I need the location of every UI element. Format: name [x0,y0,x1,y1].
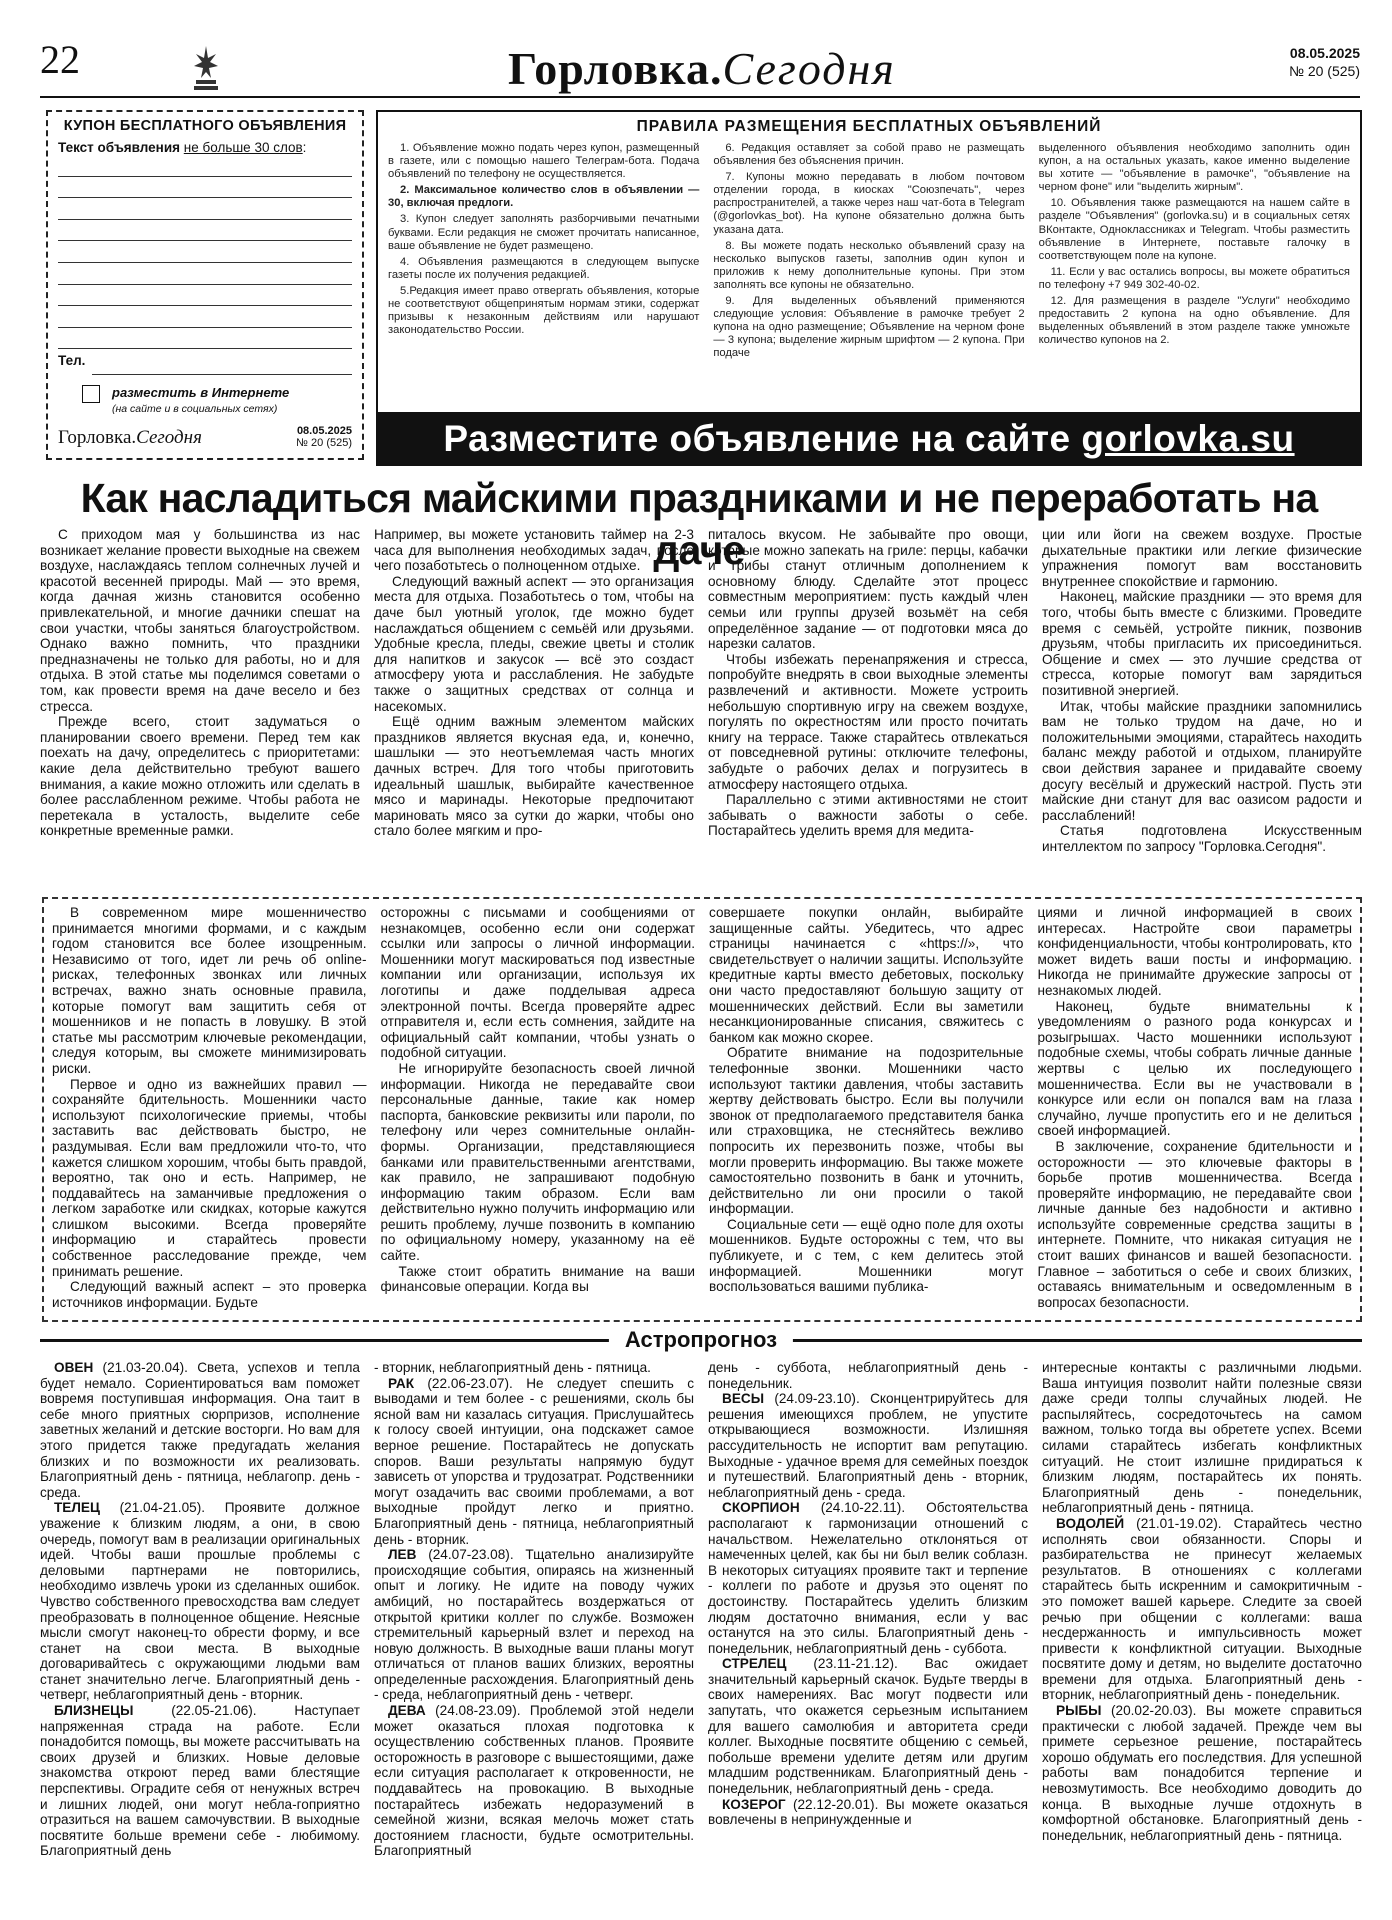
article-paragraph: Не игнорируйте безопасность своей личной информации. Никогда не передавайте свои персональные данные, такие как номер паспорта, банковские реквизиты или пароли, по телефону или через сомнительные онлайн-формы. Организации, представляющиеся банками или правительственными агентствами, как правило, не запрашивают подобную информацию таким образом. Если вам действительно нужно получить информацию или решить проблему, лучше позвонить в компанию по официальному номеру, указанному на её сайте. [380,1060,695,1264]
rules-column [1039,142,1350,364]
horoscope-entry: РЫБЫ (20.02-20.03). Вы можете справиться практически с любой задачей. Прежде чем вы примете серьезное решение, постарайтесь хорошо обдумать его последствия. Для успешной работы вам понадобится терпение и невозмутимость. Все необходимо доводить до конца. В выходные лучше отдохнуть в комфортной обстановке. Благоприятный день - понедельник, неблагоприятный день - пятница. [1042,1703,1362,1843]
article-paragraph: Также стоит обратить внимание на ваши финансовые операции. Когда вы [380,1263,695,1295]
rules-column [713,142,1024,364]
article-column [708,527,1028,887]
article-paragraph: Чтобы избежать перенапряжения и стресса, попробуйте внедрять в свои выходные элементы развлечений и активности. Можете устроить небольшую спортивную игру на свежем воздухе, погулять по окрестностям или просто почитать книгу на террасе. Также старайтесь отвлекаться от повседневной рутины: отключите телефоны, забудьте о рабочих делах и погрузитесь в атмосферу настоящего отдыха. [708,651,1028,792]
masthead-main: Горловка. [508,43,723,94]
coupon-line [58,241,352,263]
coupon-logo: Горловка.Сегодня [58,427,202,449]
issue-number: № 20 (525) [1288,63,1360,79]
article-paragraph: Следующий важный аспект – это проверка источников информации. Будьте [52,1279,367,1310]
article-paragraph: В заключение, сохранение бдительности и осторожности — это ключевые факторы в борьбе против мошенничества. Всегда проверяйте информацию, не передавайте свои личные данные без надобности и активно используйте современные средства защиты в интернете. Помните, что никакая ситуация не стоит ваших финансов и вашей безопасности. Главное – заботиться о себе и своих близких, оставаясь внимательным и осведомленным в вопросах безопасности. [1037,1138,1352,1310]
horoscope-entry: ТЕЛЕЦ (21.04-21.05). Проявите должное уважение к близким людям, а они, в свою очередь, помогут вам в реализации оригинальных идей. Чтобы ваши прошлые проблемы с деловыми партнерами не повторились, необходимо извлечь уроки из сделанных ошибок. Чувство собственного превосходства вам следует преобразовать в полноценное общение. Неясные мысли смогут наконец-то обрести форму, и все станет на свои места. В выходные договаривайтесь с окружающими людьми вам станет значительно легче. Благоприятный день - четверг, неблагоприятный день - вторник. [40,1500,360,1703]
coupon-line [58,177,352,199]
article-column [1038,905,1353,1317]
fraud-article [52,905,1352,1317]
coupon-line [58,198,352,220]
horoscope-entry: СКОРПИОН (24.10-22.11). Обстоятельства располагают к гармонизации отношений с начальством. Нежелательно отклоняться от намеченных целей, как бы ни был велик соблазн. В некоторых ситуациях проявите такт и терпение - коллеги по работе и друзья это оценят по достоинству. Постарайтесь уделить близким людям достаточно внимания, если у вас останутся на это силы. Благоприятный день - понедельник, неблагоприятный день - суббота. [708,1500,1028,1656]
site-banner [376,412,1362,466]
horoscope-entry: ДЕВА (24.08-23.09). Проблемой этой недели может оказаться плохая подготовка к осуществлению собственных планов. Проявите осторожность в разговоре с вышестоящими, даже если ситуация располагает к откровенности, не поддавайтесь на провокацию. В выходные постарайтесь избежать недоразумений в семейной жизни, всякая мелочь может стать достоянием гласности, будьте осмотрительны. Благоприятный [374,1703,694,1859]
free-ad-coupon [46,110,364,460]
coupon-line [58,306,352,328]
horoscope-entry: день - суббота, неблагоприятный день - понедельник. [708,1360,1028,1391]
horoscope-column [1042,1360,1362,1900]
article-headline: Как насладиться майскими праздниками и не переработать на даче [80,475,1318,573]
horoscope-entry: ВЕСЫ (24.09-23.10). Сконцентрируйтесь для решения имеющихся проблем, не упустите открывающиеся возможности. Излишняя рассудительность не испортит вам репутацию. Выходные - удачное время для семейных поездок и путешествий. Благоприятный день - вторник, неблагоприятный день - среда. [708,1391,1028,1500]
coupon-tel-label: Тел. [58,353,86,369]
header-rule [40,96,1360,98]
masthead [508,44,896,94]
article-paragraph: ции или йоги на свежем воздухе. Простые дыхательные практики или легкие физические упражнения помогут вам восстановить внутреннее спокойствие и гармонию. [1042,527,1362,589]
dacha-article [40,527,1362,887]
coupon-line [58,328,352,350]
article-column [381,905,696,1317]
internet-checkbox[interactable] [82,385,100,403]
banner-site-link[interactable]: gorlovka.su [1081,418,1295,459]
article-column [374,527,694,887]
article-paragraph: Социальные сети — ещё одно поле для охоты мошенников. Будьте осторожны с тем, что вы публикуете, и с тем, с кем делитесь этой информацией. Мошенники могут воспользоваться вашими публика- [709,1216,1024,1295]
rule-item: 7. Купоны можно передавать в любом почтовом отделении города, в киосках "Союзпечать", через распространителей, а также через наш чат-бота в Telegram (@gorlovkas_bot). На купоне обязательно должна быть указана дата. [713,171,1025,236]
horoscope-entry: РАК (22.06-23.07). Не следует спешить с выводами и тем более - с решениями, сколь бы ясной вам ни казалась ситуация. Прислушайтесь к голосу своей интуиции, она подскажет самое верное решение. Постарайтесь не допускать споров. Ваши результаты напрямую будут зависеть от упорства и трудозатрат. Родственники могут озадачить вас своими проблемами, а вот выходные пройдут легко и приятно. Благоприятный день - пятница, неблагоприятный день - вторник. [374,1375,694,1547]
article-column [52,905,367,1317]
rules-columns [388,142,1350,364]
rules-title: ПРАВИЛА РАЗМЕЩЕНИЯ БЕСПЛАТНЫХ ОБЪЯВЛЕНИЙ [636,118,1102,135]
banner-text: Разместите объявление на сайте [443,418,1082,459]
rules-column [388,142,699,364]
article-paragraph: Первое и одно из важнейших правил — сохраняйте бдительность. Мошенники часто используют психологические приемы, чтобы заставить вас действовать быстро, не раздумывая. Если вам предложили что-то, что кажется слишком хорошим, чтобы быть правдой, вероятно, так оно и есть. Например, не поддавайтесь на заманчивые предложения о легком заработке или скидках, которые кажутся слишком высокими. Всегда проверяйте информацию и старайтесь провести собственное расследование прежде, чем принимать решение. [52,1076,367,1279]
horoscope-column [708,1360,1028,1900]
coupon-line [58,263,352,285]
coupon-footer [58,425,352,449]
article-column [709,905,1024,1317]
horoscope-column [374,1360,694,1900]
issue-date: 08.05.2025 [1289,45,1360,61]
internet-sublabel: (на сайте и в социальных сетях) [112,403,278,416]
rule-item: 9. Для выделенных объявлений применяются следующие условия: Объявление в рамочке требует 2 купона на одно размещение; Объявление на черном фоне — 3 купона; выделение жирным шрифтом — 2 купона. При подаче [713,295,1025,360]
rule-item: 11. Если у вас остались вопросы, вы можете обратиться по телефону +7 949 302-40-02. [1038,265,1350,291]
rule-item: 12. Для размещения в разделе "Услуги" необходимо предоставить 2 купона на одно объявление. Для выделенных объявлений в этом разделе также умножьте количество купонов на 2. [1038,295,1350,347]
horoscope-entry: ВОДОЛЕЙ (21.01-19.02). Старайтесь честно исполнять свои обязанности. Споры и разбирательства не принесут желаемых результатов. В отношениях с коллегами старайтесь быть искренним и самокритичным - это поможет вашей карьере. Следите за своей речью при общении с коллегами: ваша несдержанность и импульсивность может привести к конфликтной ситуации. Выходные посвятите дому и детям, но выделите достаточно времени для отдыха. Благоприятный день - вторник, неблагоприятный день - понедельник. [1042,1515,1362,1703]
article-column [1042,527,1362,887]
ad-rules-box [376,110,1362,424]
horoscope-heading [40,1326,1362,1356]
article-paragraph: В современном мире мошенничество принимается многими формами, и с каждым годом становится все более изощренным. Независимо от того, идет ли речь об online-рисках, телефонных звонках или личных встречах, важно знать основные правила, которые помогут вам защитить себя от мошенников и не попасть в ловушку. В этой статье мы рассмотрим ключевые рекомендации, следуя которым, вы сможете минимизировать риски. [52,905,367,1076]
article-paragraph: совершаете покупки онлайн, выбирайте защищенные сайты. Убедитесь, что адрес страницы начинается с «https://», что свидетельствует о наличии защиты. Используйте кредитные карты вместо дебетовых, поскольку они часто предоставляют большую защиту от мошеннических действий. Если вы заметили несанкционированные списания, свяжитесь с банком как можно скорее. [709,905,1024,1045]
article-paragraph: питалось вкусом. Не забывайте про овощи, которые можно запекать на гриле: перцы, кабачки и грибы станут отличным дополнением к основному блюду. Сделайте этот процесс совместным мероприятием: пусть каждый член семьи или группы друзей возьмёт на себя определённое задание — от подготовки мяса до нарезки салатов. [708,527,1028,652]
article-paragraph: Статья подготовлена Искусственным интеллектом по запросу "Горловка.Сегодня". [1042,823,1362,854]
article-paragraph: Например, вы можете установить таймер на 2-3 часа для выполнения необходимых задач, после чего позаботьтесь о полноценном отдыхе. [374,527,694,574]
horoscope-column [40,1360,360,1900]
article-paragraph: циями и личной информацией в своих интересах. Настройте свои параметры конфиденциальности, чтобы контролировать, кто может видеть ваши посты и информацию. Никогда не принимайте дружеские запросы от незнакомых людей. [1037,905,1352,998]
fraud-article-box [42,897,1362,1322]
horoscope-entry: ЛЕВ (24.07-23.08). Тщательно анализируйте происходящие события, опираясь на жизненный опыт и логику. Не идите на поводу чужих амбиций, но постарайтесь воздержаться от открытой критики коллег по службе. Возможен стремительный карьерный взлет и переход на новую должность. В выходные ваши планы могут отличаться от планов ваших близких, вероятны определенные расхождения. Благоприятный день - среда, неблагоприятный день - четверг. [374,1547,694,1703]
horoscope-entry: БЛИЗНЕЦЫ (22.05-21.06). Наступает напряженная страда на работе. Если понадобится помощь, вы можете рассчитывать на своих друзей и близких. Новые деловые знакомства откроют перед вами блестящие перспективы. Оградите себя от ненужных встреч и лишних людей, они могут небла-гоприятно отразиться на вашем самочувствии. В выходные посвятите больше времени себе - любимому. Благоприятный день [40,1703,360,1859]
article-paragraph: Ещё одним важным элементом майских праздников является вкусная еда, и, конечно, шашлыки — это неотъемлемая часть многих дачных встреч. Для того чтобы приготовить идеальный шашлык, выбирайте качественное мясо и маринады. Некоторые предпочитают мариновать мясо за сутки до жарки, чтобы оно стало более мягким и про- [374,714,694,839]
rule-item: 1. Объявление можно подать через купон, размещенный в газете, или с помощью нашего Телеграм-бота. Подача объявлений по телефону не осуществляется. [388,142,700,181]
horoscope-entry: - вторник, неблагоприятный день - пятница. [374,1360,651,1375]
rule-item: 2. Максимальное количество слов в объявлении — 30, включая предлоги. [388,184,700,210]
rule-item: 8. Вы можете подать несколько объявлений сразу на несколько выпусков газеты, заполнив один купон и приложив к нему дополнительные купоны. При этом заполнять все купоны не обязательно. [713,239,1025,291]
coupon-title: КУПОН БЕСПЛАТНОГО ОБЪЯВЛЕНИЯ [63,118,347,134]
coupon-text-label: Текст объявления не больше 30 слов: [58,140,307,155]
internet-option [58,385,352,415]
rule-item: 5.Редакция имеет право отвергать объявления, которые не соответствуют общепринятым нормам этики, содержат призывы к незаконным действиям или нарушают законодательство России. [388,284,700,337]
masthead-italic: Сегодня [722,43,896,94]
coupon-line [58,220,352,242]
article-paragraph: Наконец, будьте внимательны к уведомлениям о разного рода конкурсах и розыгрышах. Часто мошенники используют подобные схемы, чтобы собрать личные данные жертвы с целью их последующего мошенничества. Если вы не участвовали в конкурсе или если он попался вам на глаза случайно, лучше пропустить его и не делиться своей информацией. [1037,998,1352,1139]
coupon-line [58,155,352,177]
rule-item: 4. Объявления размещаются в следующем выпуске газеты после их получения редакцией. [388,255,700,281]
coupon-date: 08.05.2025 № 20 (525) [296,425,352,450]
horoscope [40,1360,1362,1900]
rule-item: 10. Объявления также размещаются на нашем сайте в разделе "Объявления" (gorlovka.su) и в социальных сетях ВКонтакте, Одноклассниках и Telegram. Чтобы разместить объявление в Интернете, поставьте галочку в соответствующем поле на купоне. [1038,197,1350,262]
article-paragraph: Итак, чтобы майские праздники запомнились вам не только трудом на даче, но и положительными эмоциями, старайтесь находить баланс между работой и отдыхом, планируйте свои действия заранее и придавайте своему досугу весёлый и дружеский настрой. Пусть эти майские дни станут для вас оазисом радости и расслаблений! [1042,698,1362,823]
coupon-tel-field[interactable] [92,368,352,375]
header-date-block [1289,44,1360,80]
internet-label: разместить в Интернете [112,385,290,401]
anniversary-logo-icon [190,44,222,92]
horoscope-entry: СТРЕЛЕЦ (23.11-21.12). Вас ожидает значительный карьерный скачок. Будьте тверды в своих намерениях. Вас могут подвести или запутать, что окажется серьезным испытанием для вашего самолюбия и авторитета среди коллег. Выходные посвятите общению с семьей, побольше времени уделите детям или другим младшим родственникам. Благоприятный день - понедельник, неблагоприятный день - среда. [708,1656,1028,1797]
horoscope-entry: КОЗЕРОГ (22.12-20.01). Вы можете оказаться вовлечены в непринужденные и [708,1796,1028,1828]
article-paragraph: Наконец, майские праздники — это время для того, чтобы быть вместе с близкими. Проведите время с семьёй, устройте пикник, позвонив друзьям, чтобы пригласить их присоединиться. Общение и смех — это лучшие средства от стресса, которые помогут вам зарядиться позитивной энергией. [1042,589,1362,698]
coupon-text-field[interactable] [58,155,352,349]
horoscope-entry: интересные контакты с различными людьми. Ваша интуиция позволит найти полезные связи даже среди толпы случайных людей. Не распыляйтесь, сосредоточьтесь на самом важном, только тогда вы обретете успех. Всеми силами старайтесь избегать конфликтных ситуаций. Не стоит излишне придираться к близким людям, постарайтесь их понять. Благоприятный день - понедельник, неблагоприятный день - пятница. [1042,1360,1362,1516]
article-paragraph: Параллельно с этими активностями не стоит забывать о важности заботы о себе. Постарайтесь уделить время для медита- [708,792,1028,839]
rule-item: выделенного объявления необходимо заполнить один купон, а на остальных указать, какое именно выделение вы хотите — "объявление в рамочке", "объявление на черном фоне" или "выделить жирным". [1038,142,1350,194]
article-paragraph: Обратите внимание на подозрительные телефонные звонки. Мошенники часто используют тактики давления, чтобы заставить жертву действовать быстро. Если вы получили звонок от предполагаемого представителя банка или страховщика, не стесняйтесь вежливо попросить их перезвонить позже, чтобы вы могли проверить информацию. Вы также можете самостоятельно позвонить в банк и уточнить, действительно ли они просили о такой информации. [709,1045,1024,1217]
article-paragraph: С приходом мая у большинства из нас возникает желание провести выходные на свежем воздухе, наслаждаясь теплом солнечных лучей и красотой весенней природы. Май — это время, когда дачная жизнь становится особенно привлекательной, и многие дачники спешат на свои участки, чтобы заняться благоустройством. Однако важно помнить, что праздники предназначены не только для работы, но и для отдыха. В этой статье мы поделимся советами о том, как провести время на даче весело и без стресса. [40,527,360,714]
article-paragraph: Прежде всего, стоит задуматься о планировании своего времени. Перед тем как поехать на дачу, определитесь с приоритетами: какие дела действительно требуют вашего внимания, а какие можно отложить или сделать в более расслабленном режиме. Чтобы работа не перетекала в усталость, выделите себе конкретные временные рамки. [40,714,360,839]
coupon-line [58,285,352,307]
article-paragraph: осторожны с письмами и сообщениями от незнакомцев, особенно если они содержат ссылки или запросы о личной информации. Мошенники могут маскироваться под известные компании или организации, используя их логотипы и даже подделывая адреса электронной почты. Всегда проверяйте адрес отправителя и, если есть сомнения, зайдите на официальный сайт компании, чтобы узнать о подобной ситуации. [380,905,695,1061]
page-number: 22 [40,37,80,82]
horoscope-entry: ОВЕН (21.03-20.04). Света, успехов и тепла будет немало. Сориентироваться вам поможет вовремя поступившая информация. Она таит в себе много приятных сюрпризов, исполнение заветных желаний и детские восторги. Но вам для этого придется также предугадать желания близких и по возможности их реализовать. Благоприятный день - пятница, неблагопр. день - среда. [40,1360,360,1500]
article-paragraph: Следующий важный аспект — это организация места для отдыха. Позаботьтесь о том, чтобы на даче был уютный уголок, где можно будет наслаждаться общением с семьёй или друзьями. Удобные кресла, пледы, свежие цветы и столик для напитков и закусок — всё это создаст атмосферу уюта и расслабления. Не забудьте также о защитных средствах от солнца и насекомых. [374,573,694,714]
horoscope-title: Астропрогноз [609,1326,793,1354]
article-column [40,527,360,887]
rule-item: 3. Купон следует заполнять разборчивыми печатными буквами. Если редакция не сможет прочитать написанное, ваше объявление не будет размещено. [388,213,700,252]
rule-item: 6. Редакция оставляет за собой право не размещать объявления без объяснения причин. [713,142,1025,168]
